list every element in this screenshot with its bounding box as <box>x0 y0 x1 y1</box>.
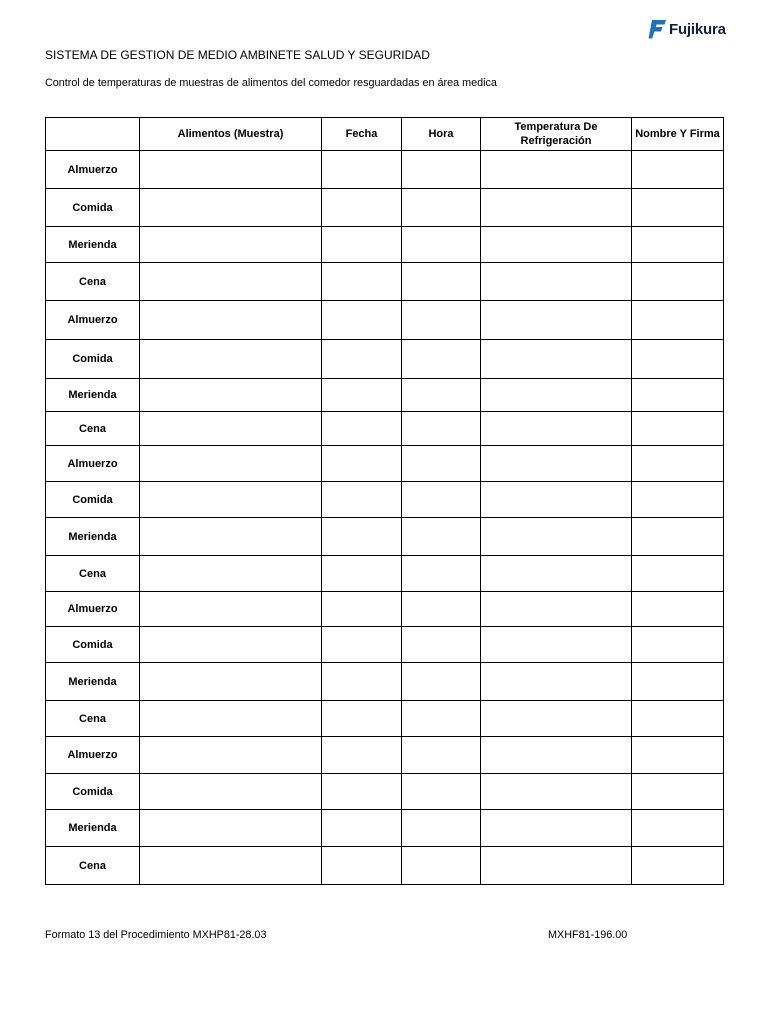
name-signature-cell[interactable] <box>632 847 724 885</box>
temperature-cell[interactable] <box>481 627 632 663</box>
table-row <box>46 774 724 810</box>
time-cell[interactable] <box>402 592 481 627</box>
temperature-cell[interactable] <box>481 847 632 885</box>
name-signature-cell[interactable] <box>632 737 724 774</box>
temperature-log-table <box>45 117 724 885</box>
temperature-cell[interactable] <box>481 446 632 482</box>
brand-name: Fujikura <box>669 20 726 38</box>
food-sample-cell[interactable] <box>140 263 322 301</box>
document-title: SISTEMA DE GESTION DE MEDIO AMBINETE SALUD Y SEGURIDAD <box>45 48 430 62</box>
temperature-cell[interactable] <box>481 151 632 189</box>
table-row <box>46 340 724 379</box>
date-cell[interactable] <box>322 592 402 627</box>
food-sample-cell[interactable] <box>140 151 322 189</box>
date-cell[interactable] <box>322 518 402 556</box>
time-cell[interactable] <box>402 301 481 340</box>
footer-procedure-reference: Formato 13 del Procedimiento MXHP81-28.03 <box>45 929 267 941</box>
table-row <box>46 227 724 263</box>
name-signature-cell[interactable] <box>632 482 724 518</box>
table-row <box>46 301 724 340</box>
time-cell[interactable] <box>402 627 481 663</box>
name-signature-cell[interactable] <box>632 189 724 227</box>
date-cell[interactable] <box>322 774 402 810</box>
date-cell[interactable] <box>322 701 402 737</box>
table-row <box>46 556 724 592</box>
temperature-cell[interactable] <box>481 412 632 446</box>
temperature-cell[interactable] <box>481 663 632 701</box>
name-signature-cell[interactable] <box>632 810 724 847</box>
time-cell[interactable] <box>402 151 481 189</box>
table-row <box>46 412 724 446</box>
table-row <box>46 189 724 227</box>
temperature-cell[interactable] <box>481 482 632 518</box>
name-signature-cell[interactable] <box>632 263 724 301</box>
column-header: Nombre Y Firma <box>632 118 724 151</box>
time-cell[interactable] <box>402 379 481 412</box>
date-cell[interactable] <box>322 663 402 701</box>
meal-label: Merienda <box>46 810 140 847</box>
meal-label: Comida <box>46 774 140 810</box>
time-cell[interactable] <box>402 482 481 518</box>
table-row <box>46 737 724 774</box>
table-row <box>46 810 724 847</box>
time-cell[interactable] <box>402 446 481 482</box>
food-sample-cell[interactable] <box>140 412 322 446</box>
temperature-cell[interactable] <box>481 774 632 810</box>
name-signature-cell[interactable] <box>632 301 724 340</box>
food-sample-cell[interactable] <box>140 189 322 227</box>
food-sample-cell[interactable] <box>140 847 322 885</box>
table-header-row <box>46 118 724 151</box>
column-header <box>46 118 140 151</box>
name-signature-cell[interactable] <box>632 446 724 482</box>
food-sample-cell[interactable] <box>140 592 322 627</box>
date-cell[interactable] <box>322 151 402 189</box>
time-cell[interactable] <box>402 227 481 263</box>
date-cell[interactable] <box>322 189 402 227</box>
meal-label: Comida <box>46 340 140 379</box>
food-sample-cell[interactable] <box>140 482 322 518</box>
date-cell[interactable] <box>322 847 402 885</box>
date-cell[interactable] <box>322 412 402 446</box>
food-sample-cell[interactable] <box>140 301 322 340</box>
meal-label: Merienda <box>46 379 140 412</box>
time-cell[interactable] <box>402 412 481 446</box>
time-cell[interactable] <box>402 847 481 885</box>
food-sample-cell[interactable] <box>140 340 322 379</box>
temperature-cell[interactable] <box>481 518 632 556</box>
food-sample-cell[interactable] <box>140 774 322 810</box>
table-row <box>46 663 724 701</box>
table-row <box>46 592 724 627</box>
meal-label: Comida <box>46 189 140 227</box>
name-signature-cell[interactable] <box>632 556 724 592</box>
food-sample-cell[interactable] <box>140 556 322 592</box>
fujikura-f-icon <box>648 18 667 40</box>
date-cell[interactable] <box>322 227 402 263</box>
name-signature-cell[interactable] <box>632 379 724 412</box>
meal-label: Cena <box>46 263 140 301</box>
date-cell[interactable] <box>322 556 402 592</box>
temperature-cell[interactable] <box>481 556 632 592</box>
date-cell[interactable] <box>322 737 402 774</box>
name-signature-cell[interactable] <box>632 701 724 737</box>
temperature-cell[interactable] <box>481 263 632 301</box>
meal-label: Merienda <box>46 227 140 263</box>
food-sample-cell[interactable] <box>140 627 322 663</box>
time-cell[interactable] <box>402 701 481 737</box>
time-cell[interactable] <box>402 263 481 301</box>
date-cell[interactable] <box>322 482 402 518</box>
column-header: Fecha <box>322 118 402 151</box>
temperature-cell[interactable] <box>481 701 632 737</box>
temperature-cell[interactable] <box>481 592 632 627</box>
meal-label: Cena <box>46 847 140 885</box>
date-cell[interactable] <box>322 379 402 412</box>
food-sample-cell[interactable] <box>140 737 322 774</box>
name-signature-cell[interactable] <box>632 663 724 701</box>
meal-label: Cena <box>46 556 140 592</box>
food-sample-cell[interactable] <box>140 663 322 701</box>
date-cell[interactable] <box>322 263 402 301</box>
food-sample-cell[interactable] <box>140 518 322 556</box>
meal-label: Cena <box>46 701 140 737</box>
table-row <box>46 151 724 189</box>
column-header: Hora <box>402 118 481 151</box>
time-cell[interactable] <box>402 518 481 556</box>
food-sample-cell[interactable] <box>140 379 322 412</box>
column-header: Temperatura De Refrigeración <box>481 118 632 151</box>
time-cell[interactable] <box>402 189 481 227</box>
table-row <box>46 847 724 885</box>
meal-label: Almuerzo <box>46 737 140 774</box>
meal-label: Merienda <box>46 518 140 556</box>
temperature-cell[interactable] <box>481 189 632 227</box>
name-signature-cell[interactable] <box>632 151 724 189</box>
time-cell[interactable] <box>402 556 481 592</box>
meal-label: Almuerzo <box>46 301 140 340</box>
time-cell[interactable] <box>402 663 481 701</box>
name-signature-cell[interactable] <box>632 592 724 627</box>
time-cell[interactable] <box>402 737 481 774</box>
date-cell[interactable] <box>322 810 402 847</box>
column-header: Alimentos (Muestra) <box>140 118 322 151</box>
time-cell[interactable] <box>402 774 481 810</box>
temperature-cell[interactable] <box>481 737 632 774</box>
table-row <box>46 446 724 482</box>
name-signature-cell[interactable] <box>632 774 724 810</box>
food-sample-cell[interactable] <box>140 227 322 263</box>
time-cell[interactable] <box>402 340 481 379</box>
date-cell[interactable] <box>322 301 402 340</box>
date-cell[interactable] <box>322 446 402 482</box>
footer-form-code: MXHF81-196.00 <box>548 929 628 941</box>
temperature-cell[interactable] <box>481 810 632 847</box>
name-signature-cell[interactable] <box>632 518 724 556</box>
meal-label: Comida <box>46 482 140 518</box>
temperature-cell[interactable] <box>481 340 632 379</box>
food-sample-cell[interactable] <box>140 810 322 847</box>
meal-label: Merienda <box>46 663 140 701</box>
temperature-cell[interactable] <box>481 379 632 412</box>
company-logo <box>648 16 726 42</box>
date-cell[interactable] <box>322 627 402 663</box>
meal-label: Almuerzo <box>46 592 140 627</box>
table-row <box>46 379 724 412</box>
meal-label: Cena <box>46 412 140 446</box>
document-subtitle: Control de temperaturas de muestras de alimentos del comedor resguardadas en área medica <box>45 77 497 89</box>
table-row <box>46 627 724 663</box>
table-row <box>46 701 724 737</box>
name-signature-cell[interactable] <box>632 227 724 263</box>
table-row <box>46 482 724 518</box>
name-signature-cell[interactable] <box>632 340 724 379</box>
table-row <box>46 518 724 556</box>
meal-label: Almuerzo <box>46 446 140 482</box>
name-signature-cell[interactable] <box>632 627 724 663</box>
meal-label: Almuerzo <box>46 151 140 189</box>
date-cell[interactable] <box>322 340 402 379</box>
table-row <box>46 263 724 301</box>
meal-label: Comida <box>46 627 140 663</box>
food-sample-cell[interactable] <box>140 701 322 737</box>
temperature-cell[interactable] <box>481 301 632 340</box>
time-cell[interactable] <box>402 810 481 847</box>
name-signature-cell[interactable] <box>632 412 724 446</box>
food-sample-cell[interactable] <box>140 446 322 482</box>
temperature-cell[interactable] <box>481 227 632 263</box>
